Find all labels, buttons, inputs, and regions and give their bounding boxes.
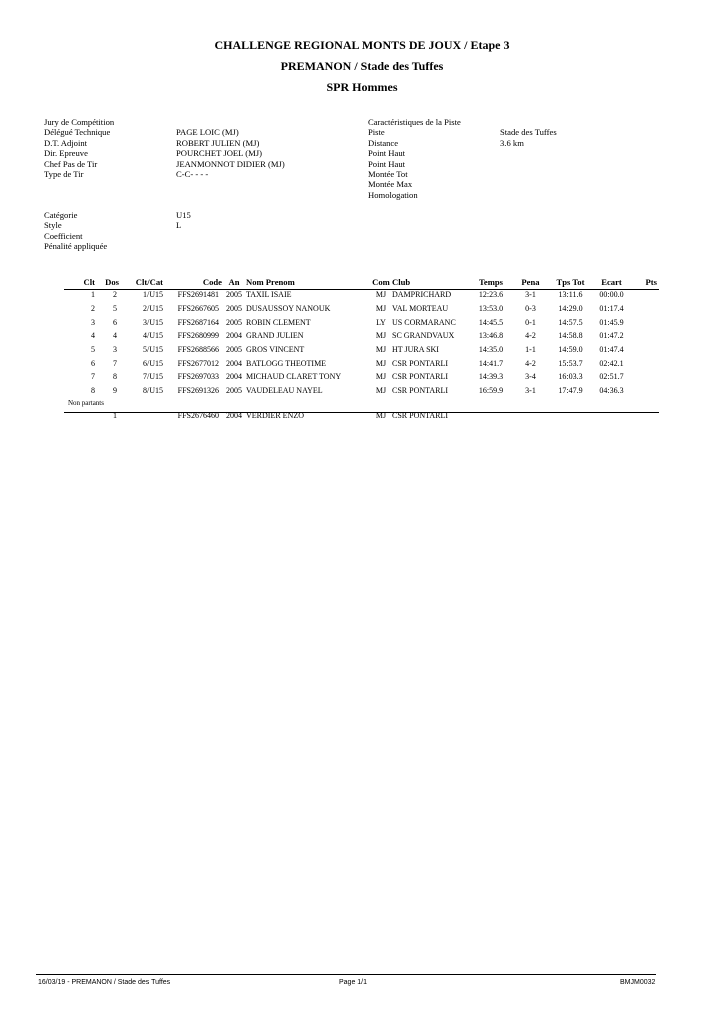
cell-tps-tot [549, 409, 592, 423]
table-row [64, 343, 657, 357]
table-header-row [64, 276, 657, 288]
cell-com: MJ [375, 304, 387, 314]
cell-nom-prenom: VAUDELEAU NAYEL [246, 386, 323, 396]
category-label: Style [44, 220, 62, 231]
cell-nom-prenom: VERDIER ENZO [246, 410, 304, 420]
cell-ecart: 01:45.9 [599, 317, 624, 327]
cell-code: FFS2680999 [177, 331, 219, 341]
cell-clt-cat: 7/U15 [143, 372, 163, 382]
cell-nom-prenom: DUSAUSSOY NANOUK [246, 304, 331, 314]
jury-values [176, 127, 285, 179]
jury-labels [44, 117, 114, 179]
cell-clt-cat: 3/U15 [143, 317, 163, 327]
cell-club: SC GRANDVAUX [392, 331, 455, 341]
piste-labels [368, 117, 461, 200]
cell-an: 2005 [226, 317, 242, 327]
category-labels [44, 210, 107, 252]
venue-title: PREMANON / Stade des Tuffes [280, 59, 444, 73]
jury-label: Dir. Epreuve [44, 148, 88, 159]
cell-com: MJ [375, 372, 387, 382]
piste-value: Stade des Tuffes [500, 127, 557, 138]
cell-pts [631, 409, 657, 423]
cell-com: MJ [375, 331, 387, 341]
cell-temps: 14:41.7 [478, 358, 504, 368]
col-header-pts: Pts [645, 277, 657, 287]
header-divider [64, 289, 659, 290]
cell-club: VAL MORTEAU [392, 304, 449, 314]
col-header-code: Code [202, 277, 222, 287]
cell-clt: 4 [91, 331, 95, 341]
non-partants-divider [64, 412, 659, 413]
cell-club: CSR PONTARLI [392, 386, 449, 396]
cell-pena: 4-2 [525, 358, 536, 368]
col-header-nom-prenom: Nom Prenom [246, 277, 295, 287]
cell-temps: 13:46.8 [478, 331, 504, 341]
footer-left: 16/03/19 - PREMANON / Stade des Tuffes [38, 979, 171, 986]
col-header-tps-tot: Tps Tot [556, 277, 585, 287]
cell-code: FFS2697033 [177, 372, 219, 382]
jury-label: D.T. Adjoint [44, 137, 88, 148]
cell-dos: 4 [113, 331, 117, 341]
cell-an: 2004 [226, 372, 242, 382]
cell-pts [631, 356, 657, 370]
cell-pts [631, 315, 657, 329]
piste-label: Montée Tot [368, 168, 408, 179]
cell-clt-cat: 6/U15 [143, 358, 163, 368]
cell-nom-prenom: BATLOGG THEOTIME [246, 358, 327, 368]
category-values [176, 210, 191, 231]
piste-label: Distance [368, 137, 399, 148]
cell-ecart: 04:36.3 [599, 386, 624, 396]
cell-com: MJ [375, 358, 387, 368]
cell-an: 2004 [226, 358, 242, 368]
category-value: U15 [176, 210, 191, 220]
footer-divider [36, 974, 656, 975]
cell-code: FFS2691326 [177, 386, 219, 396]
jury-label: Type de Tir [44, 168, 84, 179]
piste-label: Piste [368, 127, 385, 138]
piste-label: Point Haut [368, 148, 406, 159]
col-header-clt: Clt [83, 277, 95, 287]
piste-heading: Caractéristiques de la Piste [368, 117, 461, 127]
cell-com: MJ [375, 410, 387, 420]
jury-value: POURCHET JOEL (MJ) [176, 148, 262, 159]
cell-pena [512, 409, 549, 423]
cell-code: FFS2676460 [177, 410, 219, 420]
non-partants-row [64, 398, 657, 409]
cell-ecart: 00:00.0 [599, 290, 624, 300]
cell-com: MJ [375, 386, 387, 396]
piste-values [500, 127, 557, 148]
col-header-ecart: Ecart [601, 277, 622, 287]
table-row [64, 356, 657, 370]
cell-an: 2005 [226, 386, 242, 396]
table-row [64, 370, 657, 384]
document-title: CHALLENGE REGIONAL MONTS DE JOUX / Etape 3 [214, 38, 510, 52]
cell-temps: 16:59.9 [478, 386, 504, 396]
cell-clt: 3 [91, 317, 95, 327]
results-body [64, 288, 657, 422]
jury-value: PAGE LOIC (MJ) [176, 127, 239, 138]
cell-club: CSR PONTARLI [392, 372, 449, 382]
cell-pena: 3-4 [525, 372, 536, 382]
footer-page: Page 1/1 [339, 979, 368, 986]
piste-value: 3.6 km [500, 137, 524, 148]
cell-nom-prenom: MICHAUD CLARET TONY [246, 372, 342, 382]
cell-an: 2004 [226, 331, 242, 341]
cell-tps-tot: 14:29.0 [558, 304, 583, 314]
cell-clt: 7 [91, 372, 95, 382]
col-header-clt-cat: Clt/Cat [135, 277, 163, 287]
piste-label: Montée Max [368, 179, 413, 190]
cell-dos: 9 [113, 386, 117, 396]
cell-code: FFS2667605 [177, 304, 219, 314]
jury-label: Délégué Technique [44, 127, 111, 138]
cell-ecart: 02:51.7 [599, 372, 624, 382]
piste-label: Point Haut [368, 158, 406, 169]
jury-value: C-C- - - - [176, 168, 209, 179]
category-label: Catégorie [44, 210, 78, 220]
cell-tps-tot: 14:59.0 [558, 345, 583, 355]
table-row [64, 384, 657, 398]
cell-club: HT JURA SKI [392, 345, 439, 355]
cell-nom-prenom: GRAND JULIEN [246, 331, 304, 341]
cell-tps-tot: 13:11.6 [558, 290, 583, 300]
cell-ecart: 01:47.2 [599, 331, 624, 341]
cell-com: MJ [375, 345, 387, 355]
cell-pts [631, 384, 657, 398]
cell-ecart: 02:42.1 [599, 358, 624, 368]
cell-temps: 14:35.0 [478, 345, 504, 355]
jury-label: Chef Pas de Tir [44, 158, 98, 169]
table-row [64, 288, 657, 302]
cell-nom-prenom: ROBIN CLEMENT [246, 317, 311, 327]
cell-pena: 0-1 [525, 317, 536, 327]
cell-tps-tot: 15:53.7 [558, 358, 583, 368]
piste-label: Homologation [368, 189, 418, 200]
cell-clt-cat: 2/U15 [143, 304, 163, 314]
cell-clt-cat: 8/U15 [143, 386, 163, 396]
jury-value: JEANMONNOT DIDIER (MJ) [176, 158, 285, 169]
cell-clt-cat [119, 409, 163, 423]
cell-ecart: 01:47.4 [599, 345, 624, 355]
col-header-com: Com [372, 277, 390, 287]
cell-dos: 6 [113, 317, 117, 327]
cell-club: US CORMARANC [392, 317, 456, 327]
table-row [64, 315, 657, 329]
cell-club: DAMPRICHARD [392, 290, 452, 300]
cell-dos: 7 [113, 358, 117, 368]
jury-value: ROBERT JULIEN (MJ) [176, 137, 260, 148]
cell-dos: 8 [113, 372, 117, 382]
cell-pena: 3-1 [525, 290, 536, 300]
cell-an: 2005 [226, 304, 242, 314]
cell-code: FFS2687164 [177, 317, 219, 327]
non-partants-label: Non partants [68, 399, 104, 407]
cell-clt: 1 [91, 290, 95, 300]
cell-an: 2005 [226, 290, 242, 300]
cell-dos: 2 [113, 290, 117, 300]
cell-tps-tot: 14:58.8 [558, 331, 583, 341]
cell-clt-cat: 5/U15 [143, 345, 163, 355]
results-table [64, 276, 657, 422]
cell-clt-cat: 4/U15 [143, 331, 163, 341]
category-value: L [176, 220, 182, 231]
col-header-temps: Temps [478, 277, 504, 287]
cell-pena: 1-1 [525, 345, 536, 355]
cell-nom-prenom: GROS VINCENT [246, 345, 305, 355]
cell-pts [631, 370, 657, 384]
cell-clt [64, 409, 95, 423]
cell-temps: 13:53.0 [478, 304, 504, 314]
cell-dos: 3 [113, 345, 117, 355]
category-label: Pénalité appliquée [44, 241, 108, 252]
cell-temps: 14:45.5 [478, 317, 504, 327]
table-row [64, 329, 657, 343]
col-header-dos: Dos [105, 277, 119, 287]
cell-an: 2005 [226, 345, 242, 355]
cell-clt: 2 [91, 304, 95, 314]
cell-pena: 4-2 [525, 331, 536, 341]
cell-pts [631, 302, 657, 316]
cell-dos: 5 [113, 304, 117, 314]
col-header-pena: Pena [521, 277, 540, 287]
cell-com: LY [376, 317, 386, 327]
cell-club: CSR PONTARLI [392, 410, 449, 420]
race-title: SPR Hommes [326, 80, 398, 94]
jury-heading: Jury de Compétition [44, 117, 115, 127]
table-row [64, 302, 657, 316]
cell-temps: 14:39.3 [478, 372, 504, 382]
cell-tps-tot: 14:57.5 [558, 317, 583, 327]
cell-tps-tot: 17:47.9 [558, 386, 583, 396]
cell-code: FFS2677012 [177, 358, 219, 368]
cell-pts [631, 288, 657, 302]
cell-pts [631, 343, 657, 357]
cell-pena: 0-3 [525, 304, 536, 314]
cell-club: CSR PONTARLI [392, 358, 449, 368]
cell-temps: 12:23.6 [478, 290, 504, 300]
cell-code: FFS2691481 [177, 290, 219, 300]
cell-tps-tot: 16:03.3 [558, 372, 583, 382]
cell-pts [631, 329, 657, 343]
cell-clt: 6 [91, 358, 95, 368]
cell-an: 2004 [226, 410, 242, 420]
footer-code: BMJM0032 [620, 979, 656, 986]
cell-ecart: 01:17.4 [599, 304, 624, 314]
cell-pena: 3-1 [525, 386, 536, 396]
cell-com: MJ [375, 290, 387, 300]
category-label: Coefficient [44, 230, 83, 241]
cell-nom-prenom: TAXIL ISAIE [246, 290, 292, 300]
cell-clt-cat: 1/U15 [143, 290, 163, 300]
col-header-an: An [228, 277, 240, 287]
cell-code: FFS2688566 [177, 345, 219, 355]
non-partant-row [64, 409, 657, 423]
cell-ecart [592, 409, 631, 423]
cell-clt: 8 [91, 386, 95, 396]
cell-clt: 5 [91, 345, 95, 355]
col-header-club: Club [392, 277, 411, 287]
cell-dos: 1 [113, 410, 117, 420]
cell-temps [470, 409, 512, 423]
